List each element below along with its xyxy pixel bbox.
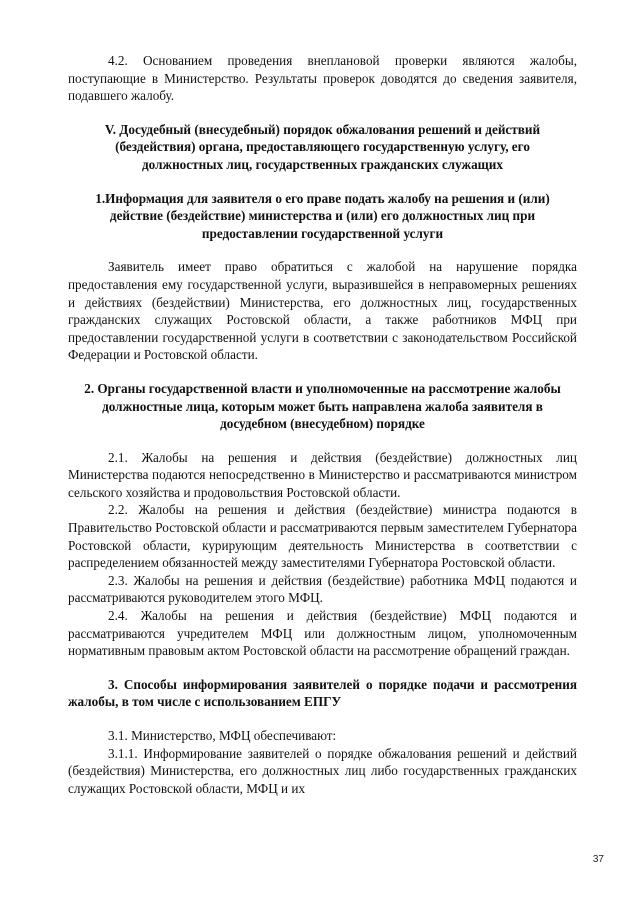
page-number: 37 <box>592 854 604 865</box>
page-content <box>68 52 577 797</box>
paragraph-2-4: 2.4. Жалобы на решения и действия (бездействие) МФЦ подаются и рассматриваются учредителем МФЦ или должностным лицом, уполномоченным нормативным правовым актом Ростовской области на рассмотрение обращений граждан. <box>68 608 577 659</box>
paragraph-4-2: 4.2. Основанием проведения внеплановой проверки являются жалобы, поступающие в Министерство. Результаты проверок доводятся до сведения заявителя, подавшего жалобу. <box>68 53 577 104</box>
subsection-1-heading: 1.Информация для заявителя о его праве подать жалобу на решения и (или) действие (бездействие) министерства и (или) его должностных лиц при предоставлении государственной услуги <box>95 190 550 241</box>
subsection-3-heading: 3. Способы информирования заявителей о порядке подачи и рассмотрения жалобы, в том числе с использованием ЕПГУ <box>68 676 577 710</box>
paragraph-2-3: 2.3. Жалобы на решения и действия (бездействие) работника МФЦ подаются и рассматриваются руководителем этого МФЦ. <box>68 572 577 606</box>
paragraph-2-1: 2.1. Жалобы на решения и действия (бездействие) должностных лиц Министерства подаются непосредственно в Министерство и рассматриваются министром сельского хозяйства и продовольствия Ростовской области. <box>68 449 577 500</box>
subsection-1-text: Заявитель имеет право обратиться с жалобой на нарушение порядка предоставления ему государственной услуги, выразившейся в неправомерных решениях и действиях (бездействии) Министерства, его должностных лиц, государственных гражданских служащих Ростовской области, а также работников МФЦ при предоставлении государственной услуги в соответствии с законодательством Российской Федерации и Ростовской области. <box>68 259 577 363</box>
paragraph-3-1: 3.1. Министерство, МФЦ обеспечивают: <box>108 728 337 743</box>
paragraph-3-1-1: 3.1.1. Информирование заявителей о порядке обжалования решений и действий (бездействия) Министерства, его должностных лиц либо государственных гражданских служащих Ростовской области, МФЦ и их <box>68 745 577 796</box>
subsection-2-heading: 2. Органы государственной власти и уполномоченные на рассмотрение жалобы должностные лица, которым может быть направлена жалоба заявителя в досудебном (внесудебном) порядке <box>84 380 561 432</box>
section-v-heading: V. Досудебный (внесудебный) порядок обжалования решений и действий (бездействия) органа, предоставляющего государственную услугу, его должностных лиц, государственных гражданских служащих <box>104 121 541 172</box>
paragraph-2-2: 2.2. Жалобы на решения и действия (бездействие) министра подаются в Правительство Ростовской области и рассматриваются первым заместителем Губернатора Ростовской области, курирующим деятельность Министерства в соответствии с распределением обязанностей между заместителями Губернатора Ростовской области. <box>68 502 577 571</box>
